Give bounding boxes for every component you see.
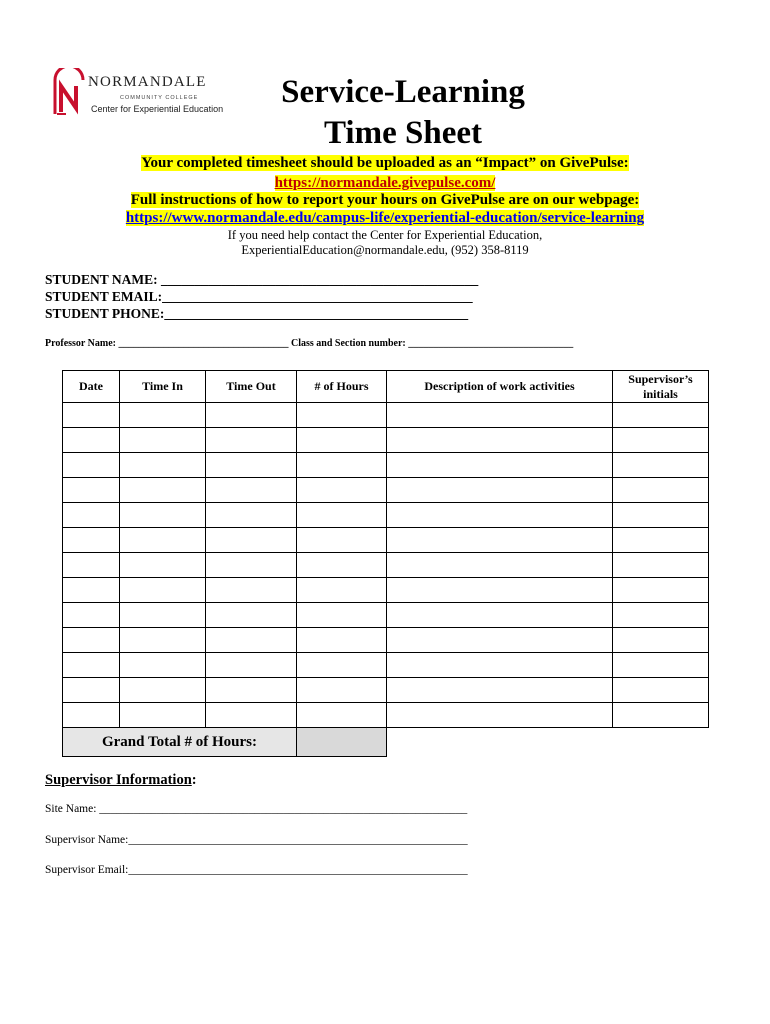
table-row <box>63 453 709 478</box>
entry-cell[interactable] <box>297 603 387 628</box>
entry-cell[interactable] <box>613 503 709 528</box>
entry-cell[interactable] <box>63 478 120 503</box>
entry-cell[interactable] <box>297 578 387 603</box>
entry-cell[interactable] <box>120 628 206 653</box>
table-row <box>63 628 709 653</box>
contact-info: ExperientialEducation@normandale.edu, (952) 358-8119 <box>241 243 529 257</box>
entry-cell[interactable] <box>387 428 613 453</box>
student-email-field[interactable]: STUDENT EMAIL:______________________________________________ <box>45 289 473 304</box>
header-time-in: Time In <box>120 371 206 403</box>
entry-cell[interactable] <box>63 403 120 428</box>
table-row <box>63 678 709 703</box>
entry-cell[interactable] <box>387 578 613 603</box>
entry-cell[interactable] <box>206 703 297 728</box>
givepulse-link-row <box>0 174 770 192</box>
logo-department: Center for Experiential Education <box>91 104 224 114</box>
time-sheet-table <box>62 370 709 757</box>
entry-cell[interactable] <box>613 678 709 703</box>
entry-cell[interactable] <box>613 578 709 603</box>
entry-cell[interactable] <box>297 653 387 678</box>
table-header-row <box>63 371 709 403</box>
grand-total-label: Grand Total # of Hours: <box>63 728 297 757</box>
entry-cell[interactable] <box>120 703 206 728</box>
entry-cell[interactable] <box>387 678 613 703</box>
entry-cell[interactable] <box>297 628 387 653</box>
entry-cell[interactable] <box>297 553 387 578</box>
entry-cell[interactable] <box>63 453 120 478</box>
entry-cell[interactable] <box>63 578 120 603</box>
entry-cell[interactable] <box>120 403 206 428</box>
entry-cell[interactable] <box>206 578 297 603</box>
entry-cell[interactable] <box>613 428 709 453</box>
site-name-field[interactable]: Site Name: ________________________________________________________________ <box>45 803 468 815</box>
course-info-row <box>45 338 573 349</box>
entry-cell[interactable] <box>206 403 297 428</box>
header-date: Date <box>63 371 120 403</box>
supervisor-email-field[interactable]: Supervisor Email:___________________________________________________________ <box>45 864 468 876</box>
entry-cell[interactable] <box>613 703 709 728</box>
entry-cell[interactable] <box>297 453 387 478</box>
table-row <box>63 703 709 728</box>
entry-cell[interactable] <box>206 528 297 553</box>
logo-name: NORMANDALE <box>88 74 207 90</box>
table-row <box>63 478 709 503</box>
entry-cell[interactable] <box>120 503 206 528</box>
table-row <box>63 528 709 553</box>
entry-cell[interactable] <box>387 403 613 428</box>
entry-cell[interactable] <box>63 703 120 728</box>
entry-cell[interactable] <box>206 478 297 503</box>
entry-cell[interactable] <box>63 428 120 453</box>
help-text: If you need help contact the Center for Experiential Education, <box>227 228 543 242</box>
entry-cell[interactable] <box>387 628 613 653</box>
entry-cell[interactable] <box>387 703 613 728</box>
entry-cell[interactable] <box>387 653 613 678</box>
webpage-link-row <box>0 209 770 227</box>
entry-cell[interactable] <box>297 503 387 528</box>
entry-cell[interactable] <box>63 553 120 578</box>
table-row <box>63 603 709 628</box>
header-time-out: Time Out <box>206 371 297 403</box>
entry-cell[interactable] <box>206 503 297 528</box>
entry-cell[interactable] <box>613 478 709 503</box>
entry-cell[interactable] <box>120 653 206 678</box>
entry-cell[interactable] <box>206 428 297 453</box>
entry-cell[interactable] <box>120 603 206 628</box>
supervisor-name-field[interactable]: Supervisor Name:___________________________________________________________ <box>45 834 468 846</box>
entry-cell[interactable] <box>120 678 206 703</box>
entry-cell[interactable] <box>613 653 709 678</box>
supervisor-heading: Supervisor Information: <box>45 772 197 788</box>
table-row <box>63 403 709 428</box>
page-title-line2: Time Sheet <box>324 115 482 151</box>
entry-cell[interactable] <box>120 528 206 553</box>
entry-cell[interactable] <box>120 578 206 603</box>
entry-cell[interactable] <box>613 553 709 578</box>
student-phone-field[interactable]: STUDENT PHONE:_____________________________________________ <box>45 306 469 321</box>
entry-cell[interactable] <box>120 553 206 578</box>
entry-cell[interactable] <box>613 403 709 428</box>
grand-total-spacer <box>387 728 709 757</box>
entry-cell[interactable] <box>387 603 613 628</box>
full-instructions: Full instructions of how to report your hours on GivePulse are on our webpage: <box>130 192 640 208</box>
table-row <box>63 553 709 578</box>
entry-cell[interactable] <box>613 528 709 553</box>
entry-cell[interactable] <box>63 503 120 528</box>
class-section-field[interactable]: Class and Section number: _________________________________ <box>291 338 574 349</box>
professor-name-field[interactable]: Professor Name: __________________________________ <box>45 338 289 349</box>
entry-cell[interactable] <box>613 603 709 628</box>
entry-cell[interactable] <box>120 453 206 478</box>
entry-cell[interactable] <box>206 628 297 653</box>
header-supervisor-initials: Supervisor’s initials <box>613 371 709 403</box>
entry-cell[interactable] <box>387 553 613 578</box>
header-description: Description of work activities <box>387 371 613 403</box>
entry-cell[interactable] <box>206 553 297 578</box>
entry-cell[interactable] <box>613 628 709 653</box>
webpage-link[interactable]: https://www.normandale.edu/campus-life/experiential-education/service-learning <box>125 210 645 226</box>
entry-cell[interactable] <box>206 603 297 628</box>
entry-cell[interactable] <box>387 528 613 553</box>
givepulse-link[interactable]: https://normandale.givepulse.com/ <box>274 175 496 191</box>
entry-cell[interactable] <box>613 453 709 478</box>
entry-cell[interactable] <box>297 678 387 703</box>
entry-cell[interactable] <box>297 478 387 503</box>
entry-cell[interactable] <box>120 478 206 503</box>
entry-cell[interactable] <box>63 653 120 678</box>
entry-cell[interactable] <box>206 678 297 703</box>
table-row <box>63 578 709 603</box>
entry-cell[interactable] <box>120 428 206 453</box>
entry-cell[interactable] <box>63 603 120 628</box>
entry-cell[interactable] <box>387 453 613 478</box>
student-name-field[interactable]: STUDENT NAME: _______________________________________________ <box>45 272 479 287</box>
upload-instruction: Your completed timesheet should be uploaded as an “Impact” on GivePulse: <box>141 155 629 171</box>
entry-cell[interactable] <box>63 628 120 653</box>
entry-cell[interactable] <box>63 528 120 553</box>
grand-total-value[interactable] <box>297 728 387 757</box>
entry-cell[interactable] <box>297 428 387 453</box>
table-row <box>63 653 709 678</box>
entry-cell[interactable] <box>297 703 387 728</box>
logo-subtitle: COMMUNITY COLLEGE <box>120 95 199 101</box>
table-row <box>63 503 709 528</box>
entry-cell[interactable] <box>206 453 297 478</box>
college-logo <box>52 68 222 120</box>
page-title-line1: Service-Learning <box>281 74 525 110</box>
entry-cell[interactable] <box>387 478 613 503</box>
entry-cell[interactable] <box>63 678 120 703</box>
header-hours: # of Hours <box>297 371 387 403</box>
normandale-n-icon <box>52 68 86 118</box>
grand-total-row <box>63 728 709 757</box>
entry-cell[interactable] <box>297 528 387 553</box>
entry-cell[interactable] <box>387 503 613 528</box>
table-row <box>63 428 709 453</box>
entry-cell[interactable] <box>206 653 297 678</box>
entry-cell[interactable] <box>297 403 387 428</box>
